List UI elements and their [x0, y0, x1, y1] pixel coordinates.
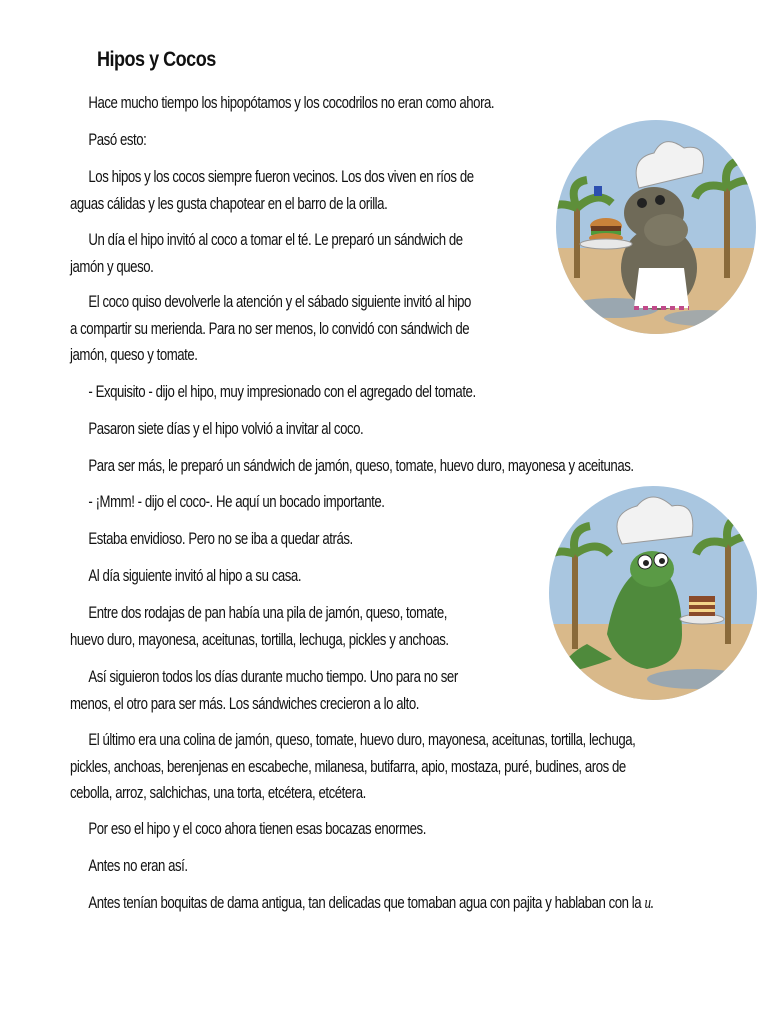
paragraph — [70, 600, 449, 653]
text-line: aguas cálidas y les gusta chapotear en el barro de la orilla. — [70, 194, 388, 213]
text-line: huevo duro, mayonesa, aceitunas, tortilla, lechuga, pickles y anchoas. — [70, 630, 449, 649]
paragraph — [70, 379, 476, 406]
paragraph — [70, 727, 635, 807]
text-line: Hace mucho tiempo los hipopótamos y los cocodrilos no eran como ahora. — [88, 94, 495, 112]
text-line: El último era una colina de jamón, queso, tomate, huevo duro, mayonesa, aceitunas, tortilla, lechuga, — [88, 731, 636, 749]
text-line — [70, 890, 653, 917]
text-line: menos, el otro para ser más. Los sándwiches crecieron a lo alto. — [70, 694, 419, 713]
text-line: Así siguieron todos los días durante mucho tiempo. Uno para no ser — [88, 668, 458, 686]
paragraph — [70, 227, 463, 280]
paragraph — [70, 416, 363, 443]
paragraph — [70, 90, 494, 117]
text-line: Al día siguiente invitó al hipo a su casa. — [88, 567, 302, 585]
paragraph — [70, 453, 634, 480]
text-line: jamón, queso y tomate. — [70, 346, 198, 364]
text-line: - Exquisito - dijo el hipo, muy impresionado con el agregado del tomate. — [88, 383, 476, 401]
paragraph — [70, 853, 188, 880]
text-line: El coco quiso devolverle la atención y el sábado siguiente invitó al hipo — [88, 293, 471, 311]
paragraph — [70, 816, 426, 843]
paragraph — [70, 127, 146, 154]
paragraph — [70, 890, 653, 917]
italic-letter: u. — [644, 893, 654, 912]
text-line: jamón y queso. — [70, 257, 154, 276]
paragraph — [70, 526, 353, 553]
paragraph — [70, 289, 471, 369]
text-line: Los hipos y los cocos siempre fueron vecinos. Los dos viven en ríos de — [88, 168, 474, 186]
text-line: Entre dos rodajas de pan había una pila de jamón, queso, tomate, — [88, 604, 447, 622]
text-line: Por eso el hipo y el coco ahora tienen esas bocazas enormes. — [88, 820, 426, 838]
hippo-chef-illustration — [554, 118, 758, 336]
text-line: Pasaron siete días y el hipo volvió a invitar al coco. — [88, 420, 364, 438]
text-line: a compartir su merienda. Para no ser menos, lo convidó con sándwich de — [70, 319, 470, 338]
text-line: Un día el hipo invitó al coco a tomar el té. Le preparó un sándwich de — [88, 231, 463, 249]
text-line: cebolla, arroz, salchichas, una torta, etcétera, etcétera. — [70, 784, 366, 802]
text-line: Estaba envidioso. Pero no se iba a quedar atrás. — [88, 530, 353, 548]
text-line: Pasó esto: — [88, 131, 147, 149]
text-line: pickles, anchoas, berenjenas en escabeche, milanesa, butifarra, apio, mostaza, puré, budines, aros de — [70, 757, 626, 776]
paragraph — [70, 489, 385, 516]
crocodile-illustration-svg — [547, 484, 759, 702]
text-line: Para ser más, le preparó un sándwich de jamón, queso, tomate, huevo duro, mayonesa y aceitunas. — [88, 457, 634, 475]
hippo-illustration-svg — [554, 118, 758, 336]
paragraph — [70, 563, 301, 590]
paragraph — [70, 164, 474, 217]
paragraph — [70, 664, 458, 717]
text-line-main: Antes tenían boquitas de dama antigua, tan delicadas que tomaban agua con pajita y hablaban con la — [88, 894, 642, 912]
text-line: - ¡Mmm! - dijo el coco-. He aquí un bocado importante. — [88, 493, 385, 511]
crocodile-chef-illustration — [547, 484, 759, 702]
text-line: Antes no eran así. — [88, 857, 188, 875]
document-title: Hipos y Cocos — [97, 48, 216, 71]
